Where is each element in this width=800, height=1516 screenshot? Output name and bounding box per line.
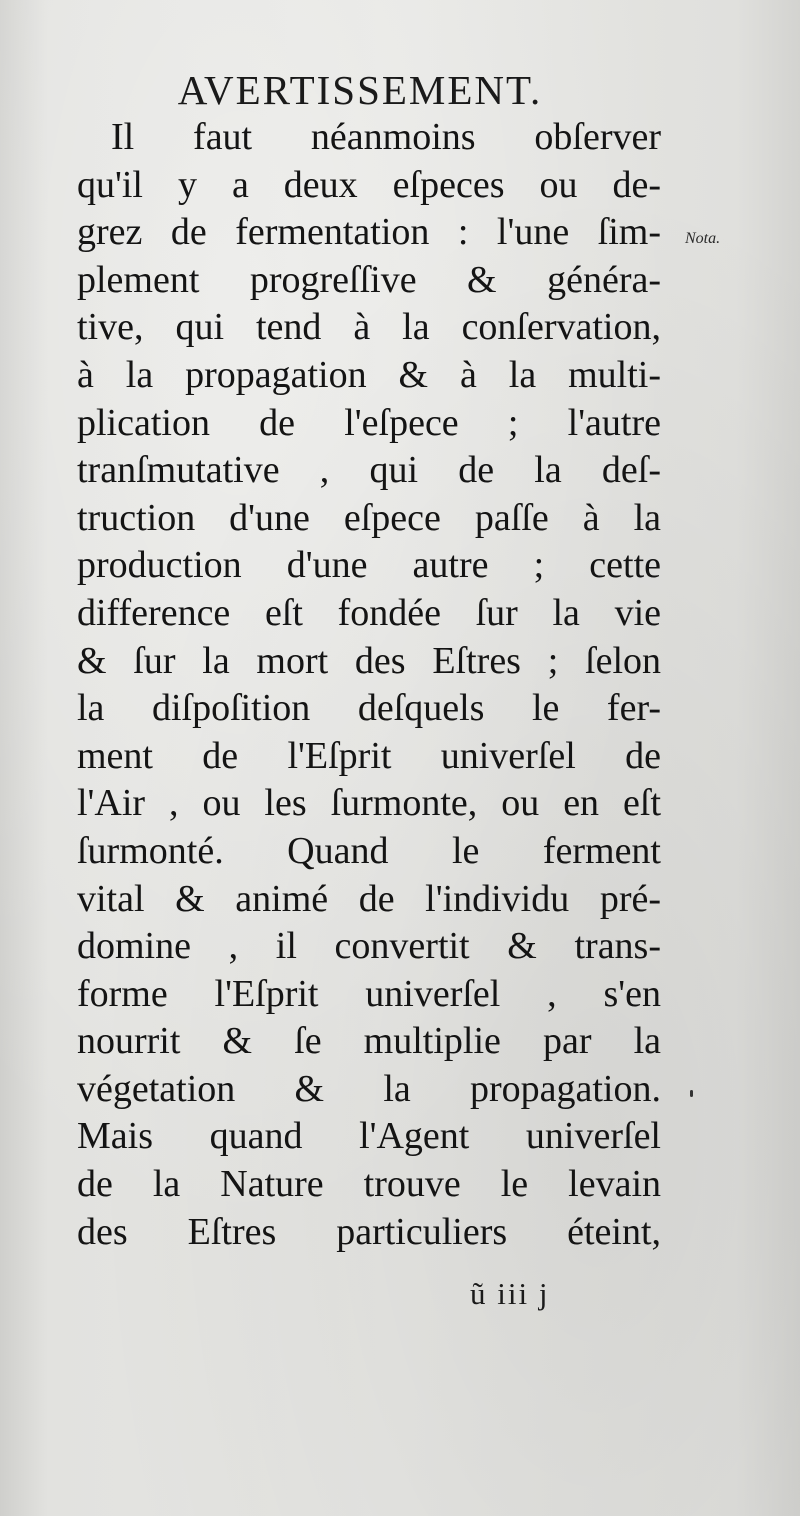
text-line: truction d'une eſpece paſſe à la bbox=[77, 496, 661, 539]
text-line: ſurmonté. Quand le ferment bbox=[77, 829, 661, 872]
text-line: l'Air , ou les ſurmonte, ou en eſt bbox=[77, 782, 661, 825]
text-line: plication de l'eſpece ; l'autre bbox=[77, 401, 661, 444]
text-line: la diſpoſition deſquels le fer- bbox=[77, 687, 661, 730]
text-line: domine , il convertit & trans- bbox=[77, 925, 661, 968]
text-line: difference eſt fondée ſur la vie bbox=[77, 591, 661, 634]
text-line: vital & animé de l'individu pré- bbox=[77, 877, 661, 920]
text-line: Mais quand l'Agent univerſel bbox=[77, 1115, 661, 1158]
text-line: plement progreſſive & généra- bbox=[77, 258, 661, 301]
body-text bbox=[77, 114, 661, 1256]
text-line: forme l'Eſprit univerſel , s'en bbox=[77, 972, 661, 1015]
running-header: AVERTISSEMENT. bbox=[177, 67, 543, 113]
marginal-note: Nota. bbox=[685, 230, 721, 247]
text-line: tranſmutative , qui de la deſ- bbox=[77, 449, 661, 492]
text-line: Il faut néanmoins obſerver bbox=[111, 116, 661, 158]
text-line: végetation & la propagation. bbox=[77, 1067, 661, 1110]
text-line: des Eſtres particuliers éteint, bbox=[77, 1210, 661, 1253]
text-line: tive, qui tend à la conſervation, bbox=[77, 306, 661, 349]
signature-mark: ũ iii j bbox=[470, 1276, 550, 1311]
text-line: production d'une autre ; cette bbox=[77, 544, 661, 587]
text-line: qu'il y a deux eſpeces ou de- bbox=[77, 163, 661, 206]
text-line: grez de fermentation : l'une ſim- bbox=[77, 211, 661, 254]
text-line: à la propagation & à la multi- bbox=[77, 353, 661, 396]
text-line: ment de l'Eſprit univerſel de bbox=[77, 734, 661, 777]
text-line: & ſur la mort des Eſtres ; ſelon bbox=[77, 639, 661, 682]
text-line: nourrit & ſe multiplie par la bbox=[77, 1020, 661, 1063]
ink-speck bbox=[690, 1090, 693, 1097]
text-line: de la Nature trouve le levain bbox=[77, 1163, 661, 1206]
